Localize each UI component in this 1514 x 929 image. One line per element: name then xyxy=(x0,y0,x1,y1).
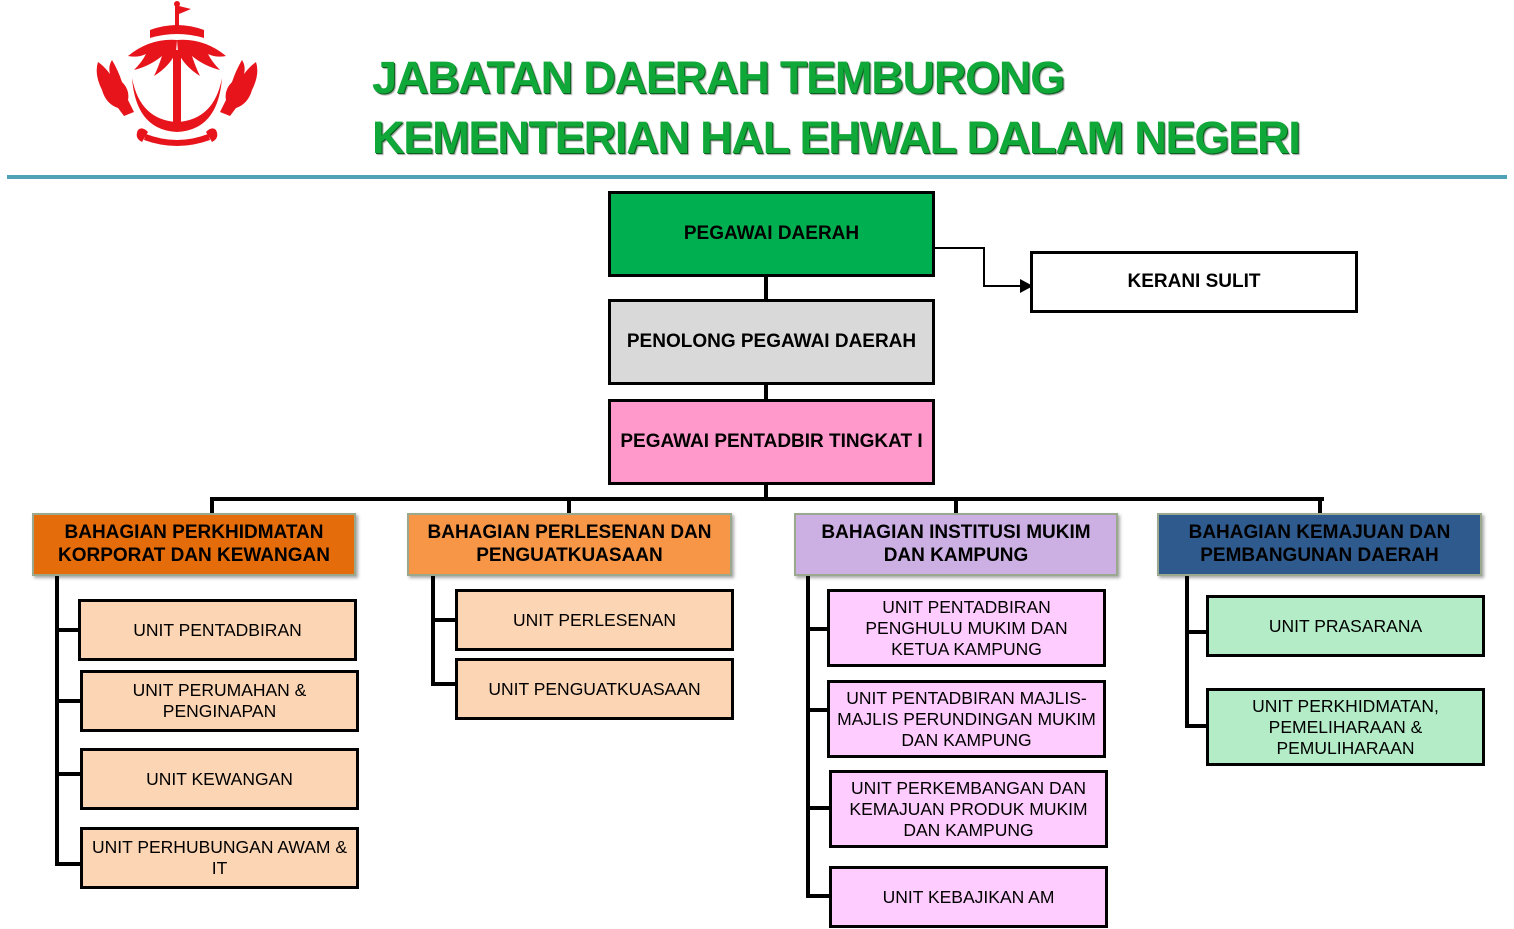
node-penolong-pegawai-daerah xyxy=(608,299,935,385)
division-title: BAHAGIAN PERLESENAN DAN PENGUATKUASAAN xyxy=(427,521,712,566)
division-title: BAHAGIAN INSTITUSI MUKIM DAN KAMPUNG xyxy=(821,521,1091,566)
unit-label: UNIT PENTADBIRAN PENGHULU MUKIM DAN KETUA KAMPUNG xyxy=(865,596,1068,659)
title-line-2: KEMENTERIAN HAL EHWAL DALAM NEGERI xyxy=(372,112,1300,163)
node-pegawai-daerah-label: PEGAWAI DAERAH xyxy=(683,222,860,244)
unit-box xyxy=(80,670,359,732)
unit-label: UNIT PENGUATKUASAAN xyxy=(488,678,701,699)
unit-label: UNIT PRASARANA xyxy=(1268,615,1423,636)
title-line-1: JABATAN DAERAH TEMBURONG xyxy=(372,52,1065,103)
unit-box xyxy=(827,589,1106,667)
unit-box xyxy=(80,748,359,810)
division-header-korporat xyxy=(32,513,356,576)
unit-label: UNIT PENTADBIRAN MAJLIS-MAJLIS PERUNDINGAN MUKIM DAN KAMPUNG xyxy=(837,687,1096,750)
unit-label: UNIT PENTADBIRAN xyxy=(133,619,302,640)
unit-box xyxy=(829,866,1108,928)
unit-box xyxy=(455,589,734,651)
unit-box xyxy=(1206,688,1485,766)
division-title: BAHAGIAN KEMAJUAN DAN PEMBANGUNAN DAERAH xyxy=(1188,521,1451,566)
node-pentadbir-label: PEGAWAI PENTADBIR TINGKAT I xyxy=(620,430,923,452)
division-header-kemajuan xyxy=(1157,513,1482,576)
node-penolong-label: PENOLONG PEGAWAI DAERAH xyxy=(626,330,917,352)
unit-label: UNIT PERKEMBANGAN DAN KEMAJUAN PRODUK MUKIM DAN KAMPUNG xyxy=(849,777,1088,840)
unit-label: UNIT KEBAJIKAN AM xyxy=(882,886,1055,907)
node-pegawai-pentadbir xyxy=(608,399,935,485)
unit-label: UNIT PERHUBUNGAN AWAM & IT xyxy=(91,837,348,878)
unit-box xyxy=(455,658,734,720)
unit-box xyxy=(80,827,359,889)
unit-label: UNIT PERLESENAN xyxy=(512,609,677,630)
unit-box xyxy=(827,680,1106,758)
unit-box xyxy=(1206,595,1485,657)
unit-label: UNIT PERUMAHAN & PENGINAPAN xyxy=(132,680,307,721)
node-kerani-sulit-label: KERANI SULIT xyxy=(1127,270,1261,292)
unit-label: UNIT PERKHIDMATAN, PEMELIHARAAN & PEMULIHARAAN xyxy=(1252,695,1439,758)
unit-label: UNIT KEWANGAN xyxy=(146,768,293,789)
unit-box xyxy=(78,599,357,661)
unit-box xyxy=(829,770,1108,848)
division-header-institusi xyxy=(794,513,1118,576)
node-pegawai-daerah xyxy=(608,191,935,277)
division-header-perlesenan xyxy=(407,513,732,576)
node-kerani-sulit xyxy=(1030,251,1358,313)
division-title: BAHAGIAN PERKHIDMATAN KORPORAT DAN KEWANGAN xyxy=(58,521,330,566)
